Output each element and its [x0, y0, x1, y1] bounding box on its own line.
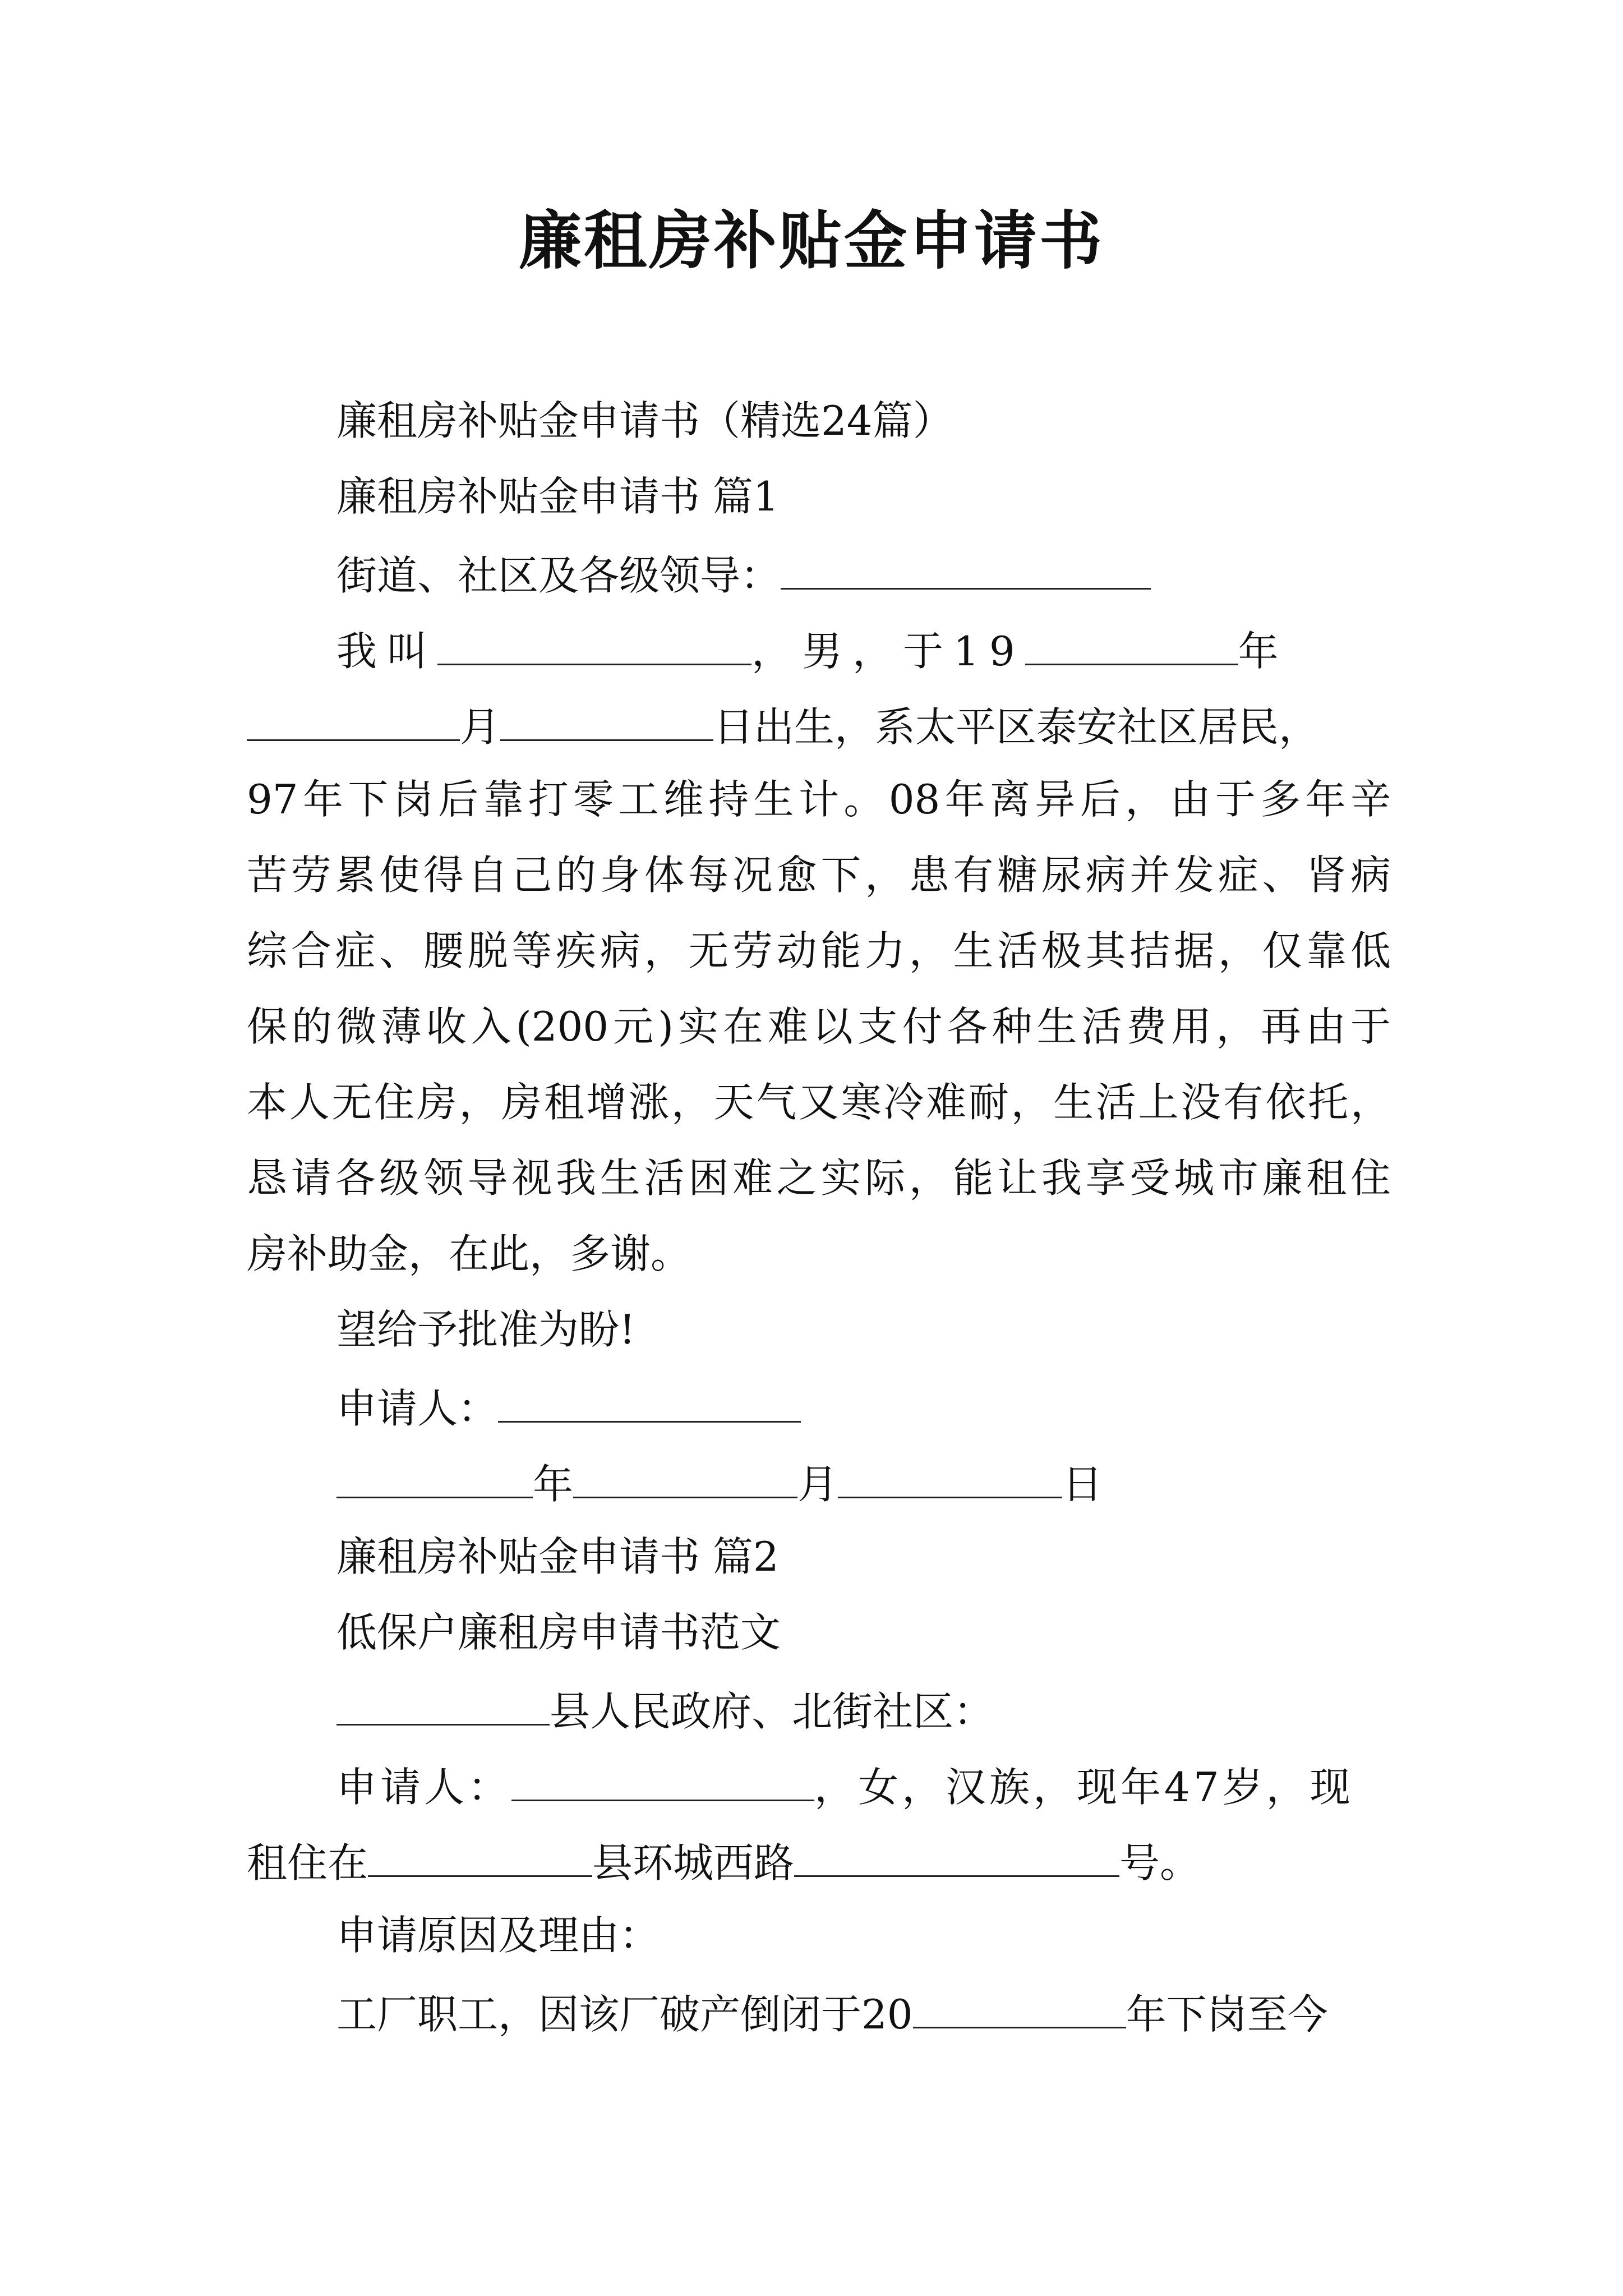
intro-text-c: 年 — [1238, 628, 1289, 675]
body-line-8: 恳请各级领导视我生活困难之实际，能让我享受城市廉租住 — [247, 1154, 1391, 1202]
salutation-line — [336, 544, 1391, 600]
closing-line: 望给予批准为盼! — [336, 1306, 635, 1353]
intro-text-a: 我叫 — [336, 628, 438, 675]
birth-day-blank — [500, 696, 713, 741]
addressee-line — [336, 1680, 1391, 1736]
work-text-b: 年下岗至今 — [1126, 1991, 1328, 2038]
body-line-7: 本人无住房，房租增涨，天气又寒冷难耐，生活上没有依托， — [247, 1079, 1391, 1126]
month-label: 月 — [797, 1461, 838, 1508]
addressee-text: 县人民政府、北街社区： — [550, 1688, 994, 1735]
body-line-9: 房补助金，在此，多谢。 — [247, 1230, 691, 1277]
residence-text-a: 租住在 — [247, 1839, 368, 1887]
birth-month-blank — [247, 696, 460, 741]
applicant-label-2: 申请人： — [336, 1764, 512, 1811]
applicant-name-blank — [511, 1756, 814, 1801]
day-text: 日 — [1062, 1461, 1103, 1508]
salutation-text: 街道、社区及各级领导： — [336, 552, 781, 599]
intro-text-b: ，男，于19 — [751, 628, 1025, 675]
month-blank — [573, 1453, 797, 1498]
reason-label: 申请原因及理由： — [336, 1912, 660, 1959]
body-line-5: 综合症、腰脱等疾病，无劳动能力，生活极其拮据，仅靠低 — [247, 927, 1391, 974]
document-title: 廉租房补贴金申请书 — [519, 205, 1104, 278]
applicant-info-line — [336, 1756, 1391, 1812]
name-blank — [437, 620, 751, 665]
year-text: 年 — [533, 1461, 574, 1508]
month-text: 月 — [460, 703, 501, 751]
residence-county-blank — [368, 1832, 592, 1877]
applicant-blank — [498, 1377, 801, 1423]
section-heading-1: 廉租房补贴金申请书 篇1 — [336, 473, 779, 520]
day-blank — [838, 1453, 1062, 1498]
applicant-signature-line — [336, 1377, 1391, 1433]
work-text-a: 工厂职工，因该厂破产倒闭于20 — [336, 1991, 913, 2038]
house-number-blank — [794, 1832, 1119, 1877]
document-subtitle: 廉租房补贴金申请书（精选24篇） — [336, 397, 953, 444]
applicant-label: 申请人： — [336, 1385, 499, 1432]
intro-line — [336, 620, 1391, 676]
residence-line — [247, 1832, 1391, 1888]
blank-field — [781, 544, 1151, 590]
body-line-6: 保的微薄收入(200元)实在难以支付各种生活费用，再由于 — [247, 1003, 1391, 1050]
birth-year-blank — [1025, 620, 1238, 665]
body-line-4: 苦劳累使得自己的身体每况愈下，患有糖尿病并发症、肾病 — [247, 852, 1391, 899]
birth-text: 日出生，系太平区泰安社区居民， — [713, 703, 1320, 751]
section-subheading: 低保户廉租房申请书范文 — [336, 1609, 781, 1656]
birth-line — [247, 696, 1391, 752]
layoff-year-blank — [913, 1983, 1126, 2028]
date-line — [336, 1453, 1391, 1509]
residence-text-c: 号。 — [1119, 1839, 1201, 1887]
residence-text-b: 县环城西路 — [592, 1839, 795, 1887]
county-blank — [336, 1680, 550, 1726]
body-line-3: 97年下岗后靠打零工维持生计。08年离异后，由于多年辛 — [247, 776, 1391, 823]
year-blank — [336, 1453, 533, 1498]
section-heading-2: 廉租房补贴金申请书 篇2 — [336, 1533, 779, 1580]
work-line — [336, 1983, 1391, 2039]
applicant-info-text: ，女，汉族，现年47岁，现 — [814, 1764, 1354, 1811]
